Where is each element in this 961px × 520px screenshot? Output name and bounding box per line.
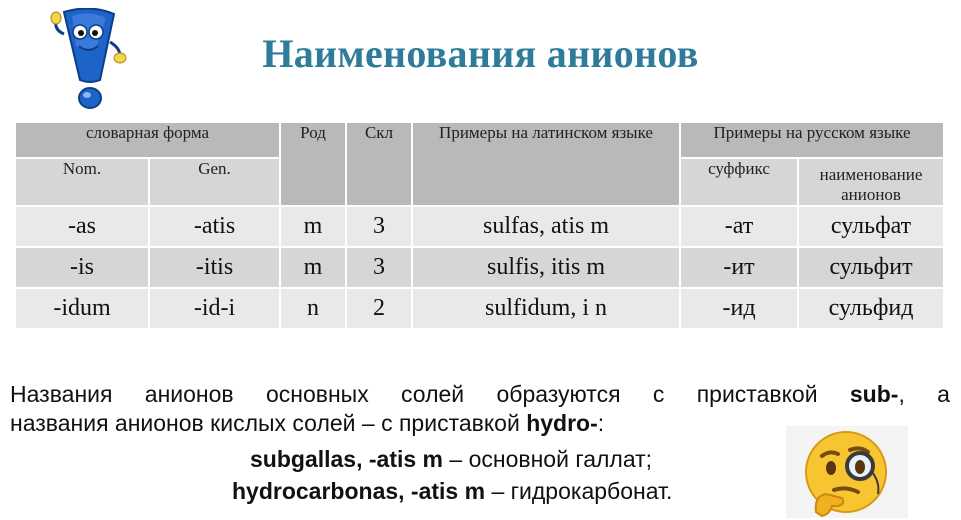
word: образуются <box>496 381 621 407</box>
header-russian-examples: Примеры на русском языке <box>680 122 944 158</box>
cell-anion-name: сульфат <box>798 206 944 247</box>
header-declension: Скл <box>346 122 412 206</box>
word: основных <box>265 381 369 407</box>
cell-latin: sulfidum, i n <box>412 288 680 329</box>
table-row <box>15 288 944 329</box>
example-meaning: – основной галлат; <box>443 446 653 472</box>
example-term: hydrocarbonas, -atis m <box>232 478 486 504</box>
cell-gender: m <box>280 247 346 288</box>
cell-declension: 2 <box>346 288 412 329</box>
word: Названия <box>10 381 113 407</box>
cell-latin: sulfas, atis m <box>412 206 680 247</box>
example-term: subgallas, -atis m <box>250 446 444 472</box>
subheader-suffix: суффикс <box>680 158 798 206</box>
word: солей <box>401 381 465 407</box>
table-row <box>15 247 944 288</box>
example-subgallas <box>250 446 652 473</box>
cell-suffix: -ид <box>680 288 798 329</box>
anion-table <box>14 121 945 330</box>
cell-anion-name: сульфид <box>798 288 944 329</box>
cell-nom: -idum <box>15 288 149 329</box>
cell-anion-name: сульфит <box>798 247 944 288</box>
header-dictionary-form: словарная форма <box>15 122 280 158</box>
subheader-nom: Nom. <box>15 158 149 206</box>
word: с <box>652 381 665 407</box>
example-hydrocarbonas <box>232 478 672 505</box>
cell-gender: n <box>280 288 346 329</box>
cell-gender: m <box>280 206 346 247</box>
cell-gen: -id-i <box>149 288 280 329</box>
cell-latin: sulfis, itis m <box>412 247 680 288</box>
word: анионов <box>144 381 234 407</box>
cell-suffix: -ит <box>680 247 798 288</box>
paragraph-line-2: названия анионов кислых солей – с приставкой hydro-: <box>10 410 605 436</box>
cell-nom: -as <box>15 206 149 247</box>
header-gender: Род <box>280 122 346 206</box>
prefix-hydro: hydro- <box>526 410 598 436</box>
table-row <box>15 206 944 247</box>
word: а <box>937 381 950 407</box>
cell-gen: -atis <box>149 206 280 247</box>
word: приставкой <box>696 381 818 407</box>
subheader-anion-name: наименование анионов <box>798 158 944 206</box>
cell-gen: -itis <box>149 247 280 288</box>
thinking-face-emoji-icon <box>786 426 908 518</box>
header-latin-examples: Примеры на латинском языке <box>412 122 680 206</box>
prefix-sub: sub-, <box>849 381 905 407</box>
cell-nom: -is <box>15 247 149 288</box>
example-meaning: – гидрокарбонат. <box>485 478 673 504</box>
cell-declension: 3 <box>346 206 412 247</box>
cell-declension: 3 <box>346 247 412 288</box>
slide-title: Наименования анионов <box>262 31 699 76</box>
subheader-gen: Gen. <box>149 158 280 206</box>
paragraph-line-1 <box>10 380 950 409</box>
cell-suffix: -ат <box>680 206 798 247</box>
